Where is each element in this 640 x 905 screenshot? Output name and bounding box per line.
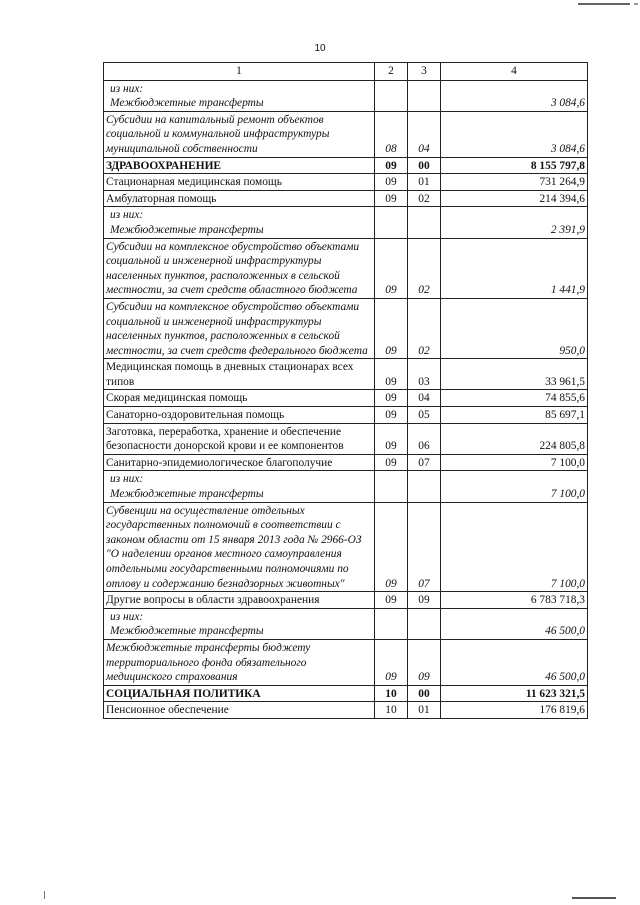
row-amount-cell: 950,0 [441,298,588,358]
row-name-cell: Субсидии на комплексное обустройство объектами социальной и инженерной инфраструктуры населенных пунктов, расположенных в сельской местности, за счет средств областного бюджета [104,238,375,298]
row-section-cell [375,207,408,238]
row-name-cell: Санитарно-эпидемиологическое благополучие [104,454,375,471]
row-subsection-cell: 02 [408,190,441,207]
scan-artifact-left [44,891,45,899]
row-section-cell: 09 [375,592,408,609]
row-subsection-cell [408,471,441,502]
row-section-cell [375,471,408,502]
table-row [104,238,588,298]
row-subsection-cell: 04 [408,111,441,157]
header-col-3: 3 [408,63,441,81]
row-subsection-cell: 09 [408,639,441,685]
row-subsection-cell: 09 [408,592,441,609]
row-name-cell: Субвенции на осуществление отдельных государственных полномочий в соответствии с законом области от 15 января 2013 года № 2966-ОЗ "О наделении органов местного самоуправления отдельными государственными полномочиями по отлову и содержанию безнадзорных животных" [104,502,375,592]
row-amount-cell: 33 961,5 [441,359,588,390]
row-name-cell: из них: Межбюджетные трансферты [104,608,375,639]
row-section-cell: 09 [375,502,408,592]
row-section-cell [375,608,408,639]
scan-artifact-top-small [634,3,638,5]
row-name-cell: Другие вопросы в области здравоохранения [104,592,375,609]
row-subsection-cell: 01 [408,702,441,719]
table-row [104,608,588,639]
scan-artifact-bottom [572,897,616,899]
row-subsection-cell: 00 [408,685,441,702]
table-row [104,157,588,174]
row-amount-cell: 3 084,6 [441,111,588,157]
row-subsection-cell: 07 [408,454,441,471]
table-row [104,111,588,157]
row-name-cell: Медицинская помощь в дневных стационарах всех типов [104,359,375,390]
row-amount-cell: 85 697,1 [441,407,588,424]
row-subsection-cell: 04 [408,390,441,407]
row-amount-cell: 11 623 321,5 [441,685,588,702]
row-section-cell: 09 [375,423,408,454]
row-amount-cell: 74 855,6 [441,390,588,407]
row-amount-cell: 7 100,0 [441,471,588,502]
table-row [104,190,588,207]
row-name-cell: из них: Межбюджетные трансферты [104,207,375,238]
page-number: 10 [314,43,326,54]
budget-table [103,62,588,719]
row-subsection-cell [408,608,441,639]
row-subsection-cell: 02 [408,298,441,358]
row-section-cell: 09 [375,298,408,358]
row-section-cell: 09 [375,390,408,407]
row-name-cell: Санаторно-оздоровительная помощь [104,407,375,424]
table-row [104,592,588,609]
table-row [104,407,588,424]
row-section-cell: 08 [375,111,408,157]
table-row [104,359,588,390]
table-row [104,80,588,111]
row-subsection-cell: 00 [408,157,441,174]
row-name-cell: Скорая медицинская помощь [104,390,375,407]
table-row [104,298,588,358]
row-section-cell: 09 [375,157,408,174]
row-amount-cell: 7 100,0 [441,502,588,592]
row-section-cell: 09 [375,190,408,207]
table-row [104,207,588,238]
row-amount-cell: 8 155 797,8 [441,157,588,174]
budget-table-body [104,63,588,719]
row-subsection-cell: 02 [408,238,441,298]
row-amount-cell: 2 391,9 [441,207,588,238]
row-section-cell: 09 [375,454,408,471]
row-amount-cell: 1 441,9 [441,238,588,298]
row-section-cell [375,80,408,111]
row-name-cell: Пенсионное обеспечение [104,702,375,719]
header-col-4: 4 [441,63,588,81]
row-name-cell: Субсидии на комплексное обустройство объектами социальной и инженерной инфраструктуры населенных пунктов, расположенных в сельской местности, за счет средств федерального бюджета [104,298,375,358]
row-amount-cell: 3 084,6 [441,80,588,111]
row-amount-cell: 214 394,6 [441,190,588,207]
row-name-cell: Стационарная медицинская помощь [104,174,375,191]
row-subsection-cell: 07 [408,502,441,592]
row-section-cell: 09 [375,359,408,390]
row-amount-cell: 176 819,6 [441,702,588,719]
row-name-cell: Межбюджетные трансферты бюджету территориального фонда обязательного медицинского страхования [104,639,375,685]
row-section-cell: 10 [375,702,408,719]
table-row [104,454,588,471]
row-subsection-cell [408,207,441,238]
table-row [104,702,588,719]
row-section-cell: 10 [375,685,408,702]
row-subsection-cell: 05 [408,407,441,424]
row-subsection-cell: 01 [408,174,441,191]
row-section-cell: 09 [375,238,408,298]
scan-artifact-top [578,3,630,5]
row-name-cell: из них: Межбюджетные трансферты [104,471,375,502]
row-amount-cell: 7 100,0 [441,454,588,471]
table-row [104,639,588,685]
table-row [104,423,588,454]
row-amount-cell: 46 500,0 [441,639,588,685]
row-section-cell: 09 [375,639,408,685]
table-row [104,471,588,502]
row-name-cell: Субсидии на капитальный ремонт объектов социальной и коммунальной инфраструктуры муниципальной собственности [104,111,375,157]
row-amount-cell: 731 264,9 [441,174,588,191]
row-section-cell: 09 [375,174,408,191]
table-header-row [104,63,588,81]
row-name-cell: Амбулаторная помощь [104,190,375,207]
table-row [104,390,588,407]
row-amount-cell: 224 805,8 [441,423,588,454]
row-subsection-cell: 03 [408,359,441,390]
row-name-cell: ЗДРАВООХРАНЕНИЕ [104,157,375,174]
table-row [104,174,588,191]
row-name-cell: СОЦИАЛЬНАЯ ПОЛИТИКА [104,685,375,702]
row-subsection-cell: 06 [408,423,441,454]
row-name-cell: из них: Межбюджетные трансферты [104,80,375,111]
row-name-cell: Заготовка, переработка, хранение и обеспечение безопасности донорской крови и ее компонентов [104,423,375,454]
header-col-2: 2 [375,63,408,81]
row-amount-cell: 6 783 718,3 [441,592,588,609]
table-row [104,685,588,702]
table-row [104,502,588,592]
row-section-cell: 09 [375,407,408,424]
row-subsection-cell [408,80,441,111]
row-amount-cell: 46 500,0 [441,608,588,639]
header-col-1: 1 [104,63,375,81]
